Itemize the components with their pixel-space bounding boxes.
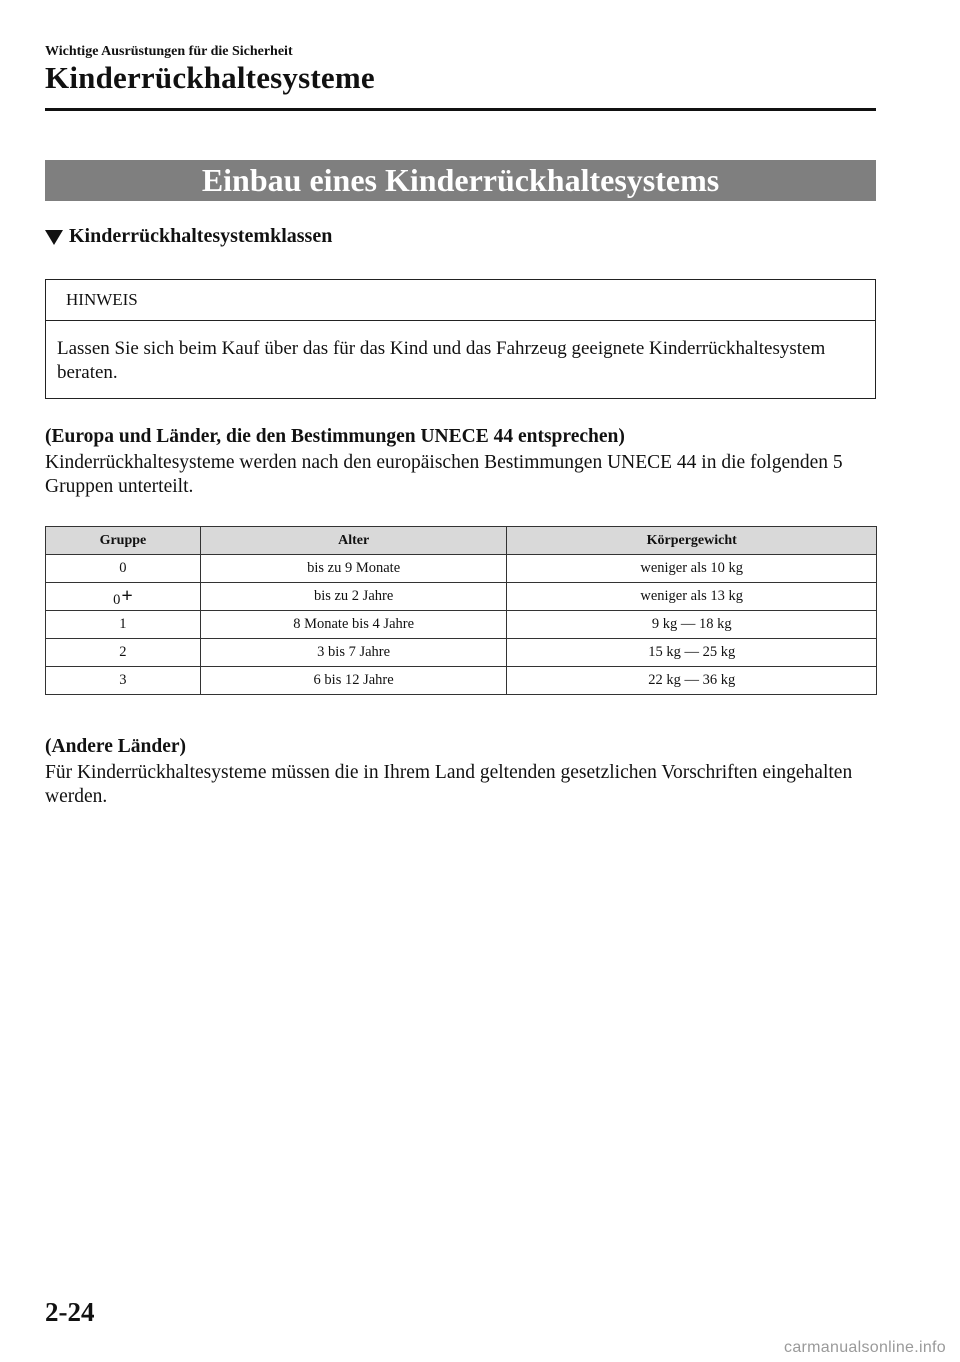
note-box [45, 279, 876, 399]
cell-age: 6 bis 12 Jahre [200, 667, 507, 695]
europe-body: Kinderrückhaltesysteme werden nach den europäischen Bestimmungen UNECE 44 in die folgenden 5 Gruppen unterteilt. [45, 452, 843, 497]
other-countries-heading: (Andere Länder) [45, 736, 187, 757]
table-row [46, 583, 877, 611]
title-divider [45, 108, 876, 111]
page-title: Kinderrückhaltesysteme [45, 60, 375, 95]
other-countries-body: Für Kinderrückhaltesysteme müssen die in Ihrem Land geltenden gesetzlichen Vorschriften eingehalten werden. [45, 762, 853, 807]
section-kicker: Wichtige Ausrüstungen für die Sicherheit [45, 44, 293, 59]
cell-age: bis zu 2 Jahre [200, 583, 507, 611]
europe-heading: (Europa und Länder, die den Bestimmungen UNECE 44 entsprechen) [45, 426, 625, 447]
cell-group: 0+ [46, 583, 201, 611]
triangle-down-icon [45, 230, 63, 245]
table-row [46, 611, 877, 639]
note-text: Lassen Sie sich beim Kauf über das für das Kind und das Fahrzeug geeignete Kinderrückhaltesystem beraten. [57, 338, 826, 383]
column-header-age: Alter [200, 527, 507, 555]
note-label: HINWEIS [66, 290, 138, 309]
table-row [46, 667, 877, 695]
subheading-text: Kinderrückhaltesystemklassen [69, 225, 333, 247]
cell-weight: 9 kg — 18 kg [507, 611, 877, 639]
banner-text: Einbau eines Kinderrückhaltesystems [201, 162, 720, 198]
page-number: 2-24 [45, 1297, 95, 1327]
table-row [46, 639, 877, 667]
cell-group: 0 [46, 555, 201, 583]
cell-weight: 22 kg — 36 kg [507, 667, 877, 695]
subheading [45, 225, 332, 248]
watermark: carmanualsonline.info [784, 1339, 946, 1356]
cell-group: 1 [46, 611, 201, 639]
column-header-group: Gruppe [46, 527, 201, 555]
cell-weight: weniger als 13 kg [507, 583, 877, 611]
group-table [45, 526, 877, 695]
plus-sign: + [121, 584, 133, 607]
section-banner [45, 160, 876, 201]
cell-weight: 15 kg — 25 kg [507, 639, 877, 667]
note-header [46, 280, 875, 321]
cell-age: bis zu 9 Monate [200, 555, 507, 583]
cell-group: 3 [46, 667, 201, 695]
table-row [46, 555, 877, 583]
cell-age: 8 Monate bis 4 Jahre [200, 611, 507, 639]
cell-weight: weniger als 10 kg [507, 555, 877, 583]
table-header-row [46, 527, 877, 555]
cell-age: 3 bis 7 Jahre [200, 639, 507, 667]
column-header-weight: Körpergewicht [507, 527, 877, 555]
cell-group: 2 [46, 639, 201, 667]
